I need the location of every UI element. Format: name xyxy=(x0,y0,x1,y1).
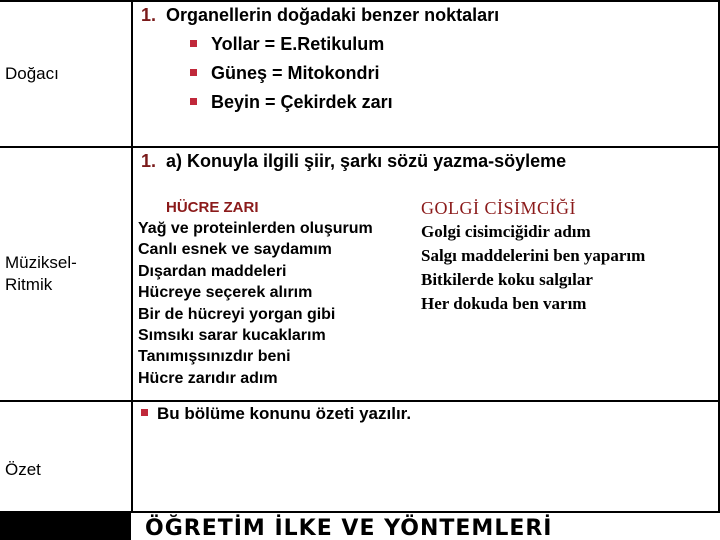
dogaci-item-text: Yollar = E.Retikulum xyxy=(211,34,385,54)
ozet-bullet-text: Bu bölüme konunu özeti yazılır. xyxy=(157,404,412,423)
row-label-muziksel xyxy=(5,252,77,296)
bullet-icon xyxy=(190,40,197,47)
poem-line: Salgı maddelerini ben yaparım xyxy=(421,246,646,265)
poem-line: Bir de hücreyi yorgan gibi xyxy=(138,305,336,323)
poem-hucre-zari xyxy=(138,218,373,389)
dogaci-item-text: Beyin = Çekirdek zarı xyxy=(211,92,393,112)
poem-line: Tanımışsınızdır beni xyxy=(138,348,291,366)
row-label-dogaci: Doğacı xyxy=(5,64,59,83)
poem-line: Yağ ve proteinlerden oluşurum xyxy=(138,220,373,237)
poem-line: Sımsıkı sarar kucaklarım xyxy=(138,327,326,345)
poem-golgi xyxy=(421,220,645,316)
row-label-line: Müziksel- xyxy=(5,253,77,272)
dogaci-heading xyxy=(141,5,499,26)
bullet-icon xyxy=(190,69,197,76)
poem-line: Hücre zarıdır adım xyxy=(138,369,278,387)
bullet-icon xyxy=(141,409,148,416)
muziksel-heading xyxy=(141,151,566,172)
poem-line: Canlı esnek ve saydamım xyxy=(138,241,332,259)
dogaci-item xyxy=(190,34,384,55)
row-divider-2 xyxy=(0,400,720,402)
bullet-icon xyxy=(190,98,197,105)
poem-line: Golgi cisimciğidir adım xyxy=(421,222,591,241)
poem-line: Bitkilerde koku salgılar xyxy=(421,270,593,289)
ozet-bullet xyxy=(141,404,411,424)
footer-title: ÖĞRETİM İLKE VE YÖNTEMLERİ xyxy=(131,513,720,540)
row-label-line: Ritmik xyxy=(5,275,53,294)
dogaci-item xyxy=(190,63,380,84)
muziksel-heading-text: a) Konuyla ilgili şiir, şarkı sözü yazma-söyleme xyxy=(166,151,567,171)
item-number: 1. xyxy=(141,5,157,25)
column-divider xyxy=(131,0,133,512)
poem-line: Dışardan maddeleri xyxy=(138,262,287,280)
poem-line: Her dokuda ben varım xyxy=(421,294,587,313)
poem-line: Hücreye seçerek alırım xyxy=(138,284,313,302)
poem-title-golgi: GOLGİ CİSİMCİĞİ xyxy=(421,198,576,218)
dogaci-heading-text: Organellerin doğadaki benzer noktaları xyxy=(166,5,500,25)
row-divider-1 xyxy=(0,146,720,148)
dogaci-item xyxy=(190,92,393,113)
item-number: 1. xyxy=(141,151,157,171)
dogaci-item-text: Güneş = Mitokondri xyxy=(211,63,380,83)
table-top-border xyxy=(0,0,720,2)
row-label-ozet: Özet xyxy=(5,460,41,479)
poem-title-hucre-zari: HÜCRE ZARI xyxy=(166,199,259,216)
